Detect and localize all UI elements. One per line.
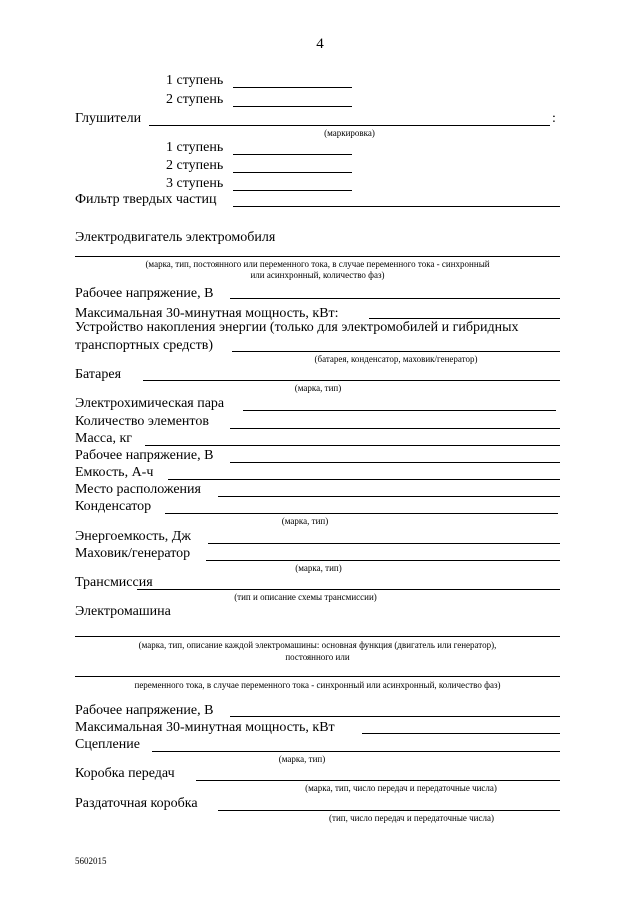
capacity-label: Емкость, А-ч <box>75 465 154 480</box>
electrochemical-pair-label: Электрохимическая пара <box>75 396 225 411</box>
capacitor-label: Конденсатор <box>75 499 152 514</box>
muffler-stage-2-label: 2 ступень <box>166 158 224 173</box>
cell-count-line[interactable] <box>230 428 560 429</box>
electric-machine-caption-1: (марка, тип, описание каждой электромашины: основная функция (двигатель или генератор), <box>138 640 497 650</box>
gearbox-caption: (марка, тип, число передач и передаточные числа) <box>305 783 497 793</box>
flywheel-label: Маховик/генератор <box>75 546 191 561</box>
ev-motor-caption-1: (марка, тип, постоянного или переменного тока, в случае переменного тока - синхронный <box>145 259 490 269</box>
transmission-line[interactable] <box>137 589 560 590</box>
operating-voltage-1-label: Рабочее напряжение, В <box>75 286 214 301</box>
mufflers-line[interactable] <box>149 125 550 126</box>
mufflers-colon: : <box>552 111 556 126</box>
battery-line[interactable] <box>143 380 560 381</box>
stage-1-label: 1 ступень <box>166 73 224 88</box>
muffler-stage-3-label: 3 ступень <box>166 176 224 191</box>
energy-capacity-label: Энергоемкость, Дж <box>75 529 191 544</box>
mass-line[interactable] <box>145 445 560 446</box>
location-line[interactable] <box>218 496 560 497</box>
ev-motor-caption-2: или асинхронный, количество фаз) <box>250 270 385 280</box>
muffler-stage-1-line[interactable] <box>233 154 352 155</box>
operating-voltage-2-line[interactable] <box>230 462 560 463</box>
transfer-case-label: Раздаточная коробка <box>75 796 198 811</box>
particulate-filter-line[interactable] <box>233 206 560 207</box>
location-label: Место расположения <box>75 482 201 497</box>
electric-machine-caption-2: постоянного или <box>285 652 350 662</box>
muffler-stage-3-line[interactable] <box>233 190 352 191</box>
storage-types-caption: (батарея, конденсатор, маховик/генератор) <box>314 354 478 364</box>
ev-motor-line[interactable] <box>75 256 560 257</box>
transmission-label: Трансмиссия <box>75 575 153 590</box>
transmission-caption: (тип и описание схемы трансмиссии) <box>234 592 377 602</box>
electric-machine-label: Электромашина <box>75 604 171 619</box>
electric-machine-caption-3: переменного тока, в случае переменного тока - синхронный или асинхронный, количество фаз) <box>134 680 501 690</box>
page-number: 4 <box>316 36 324 52</box>
mufflers-label: Глушители <box>75 111 142 126</box>
capacity-line[interactable] <box>168 479 560 480</box>
electric-machine-line-2[interactable] <box>75 676 560 677</box>
operating-voltage-1-line[interactable] <box>230 298 560 299</box>
gearbox-label: Коробка передач <box>75 766 175 781</box>
muffler-stage-2-line[interactable] <box>233 172 352 173</box>
max-power-1-label: Максимальная 30-минутная мощность, кВт: <box>75 306 339 321</box>
clutch-line[interactable] <box>152 751 560 752</box>
capacitor-caption: (марка, тип) <box>281 516 329 526</box>
ev-motor-label: Электродвигатель электромобиля <box>75 230 276 245</box>
capacitor-line[interactable] <box>165 513 558 514</box>
transfer-case-caption: (тип, число передач и передаточные числа) <box>329 813 494 823</box>
flywheel-caption: (марка, тип) <box>295 563 342 573</box>
energy-storage-label-2: транспортных средств) <box>75 338 214 353</box>
gearbox-line[interactable] <box>196 780 560 781</box>
energy-storage-label-1: Устройство накопления энергии (только для электромобилей и гибридных <box>75 320 519 335</box>
battery-caption: (марка, тип) <box>294 383 342 393</box>
battery-label: Батарея <box>75 367 122 382</box>
energy-capacity-line[interactable] <box>208 543 560 544</box>
particulate-filter-label: Фильтр твердых частиц <box>75 192 217 207</box>
max-power-2-line[interactable] <box>362 733 560 734</box>
clutch-caption: (марка, тип) <box>278 754 326 764</box>
cell-count-label: Количество элементов <box>75 414 209 429</box>
footer-code: 5602015 <box>75 856 107 866</box>
muffler-stage-1-label: 1 ступень <box>166 140 224 155</box>
transfer-case-line[interactable] <box>218 810 560 811</box>
stage-2-line[interactable] <box>233 106 352 107</box>
mass-label: Масса, кг <box>75 431 133 446</box>
electrochemical-pair-line[interactable] <box>243 410 556 411</box>
clutch-label: Сцепление <box>75 737 140 752</box>
electric-machine-line-1[interactable] <box>75 636 560 637</box>
marking-caption: (маркировка) <box>324 128 375 138</box>
max-power-2-label: Максимальная 30-минутная мощность, кВт <box>75 720 335 735</box>
stage-1-line[interactable] <box>233 87 352 88</box>
operating-voltage-2-label: Рабочее напряжение, В <box>75 448 214 463</box>
operating-voltage-3-line[interactable] <box>230 716 560 717</box>
flywheel-line[interactable] <box>206 560 560 561</box>
max-power-1-line[interactable] <box>369 318 560 319</box>
energy-storage-line[interactable] <box>232 351 560 352</box>
operating-voltage-3-label: Рабочее напряжение, В <box>75 703 214 718</box>
stage-2-label: 2 ступень <box>166 92 224 107</box>
